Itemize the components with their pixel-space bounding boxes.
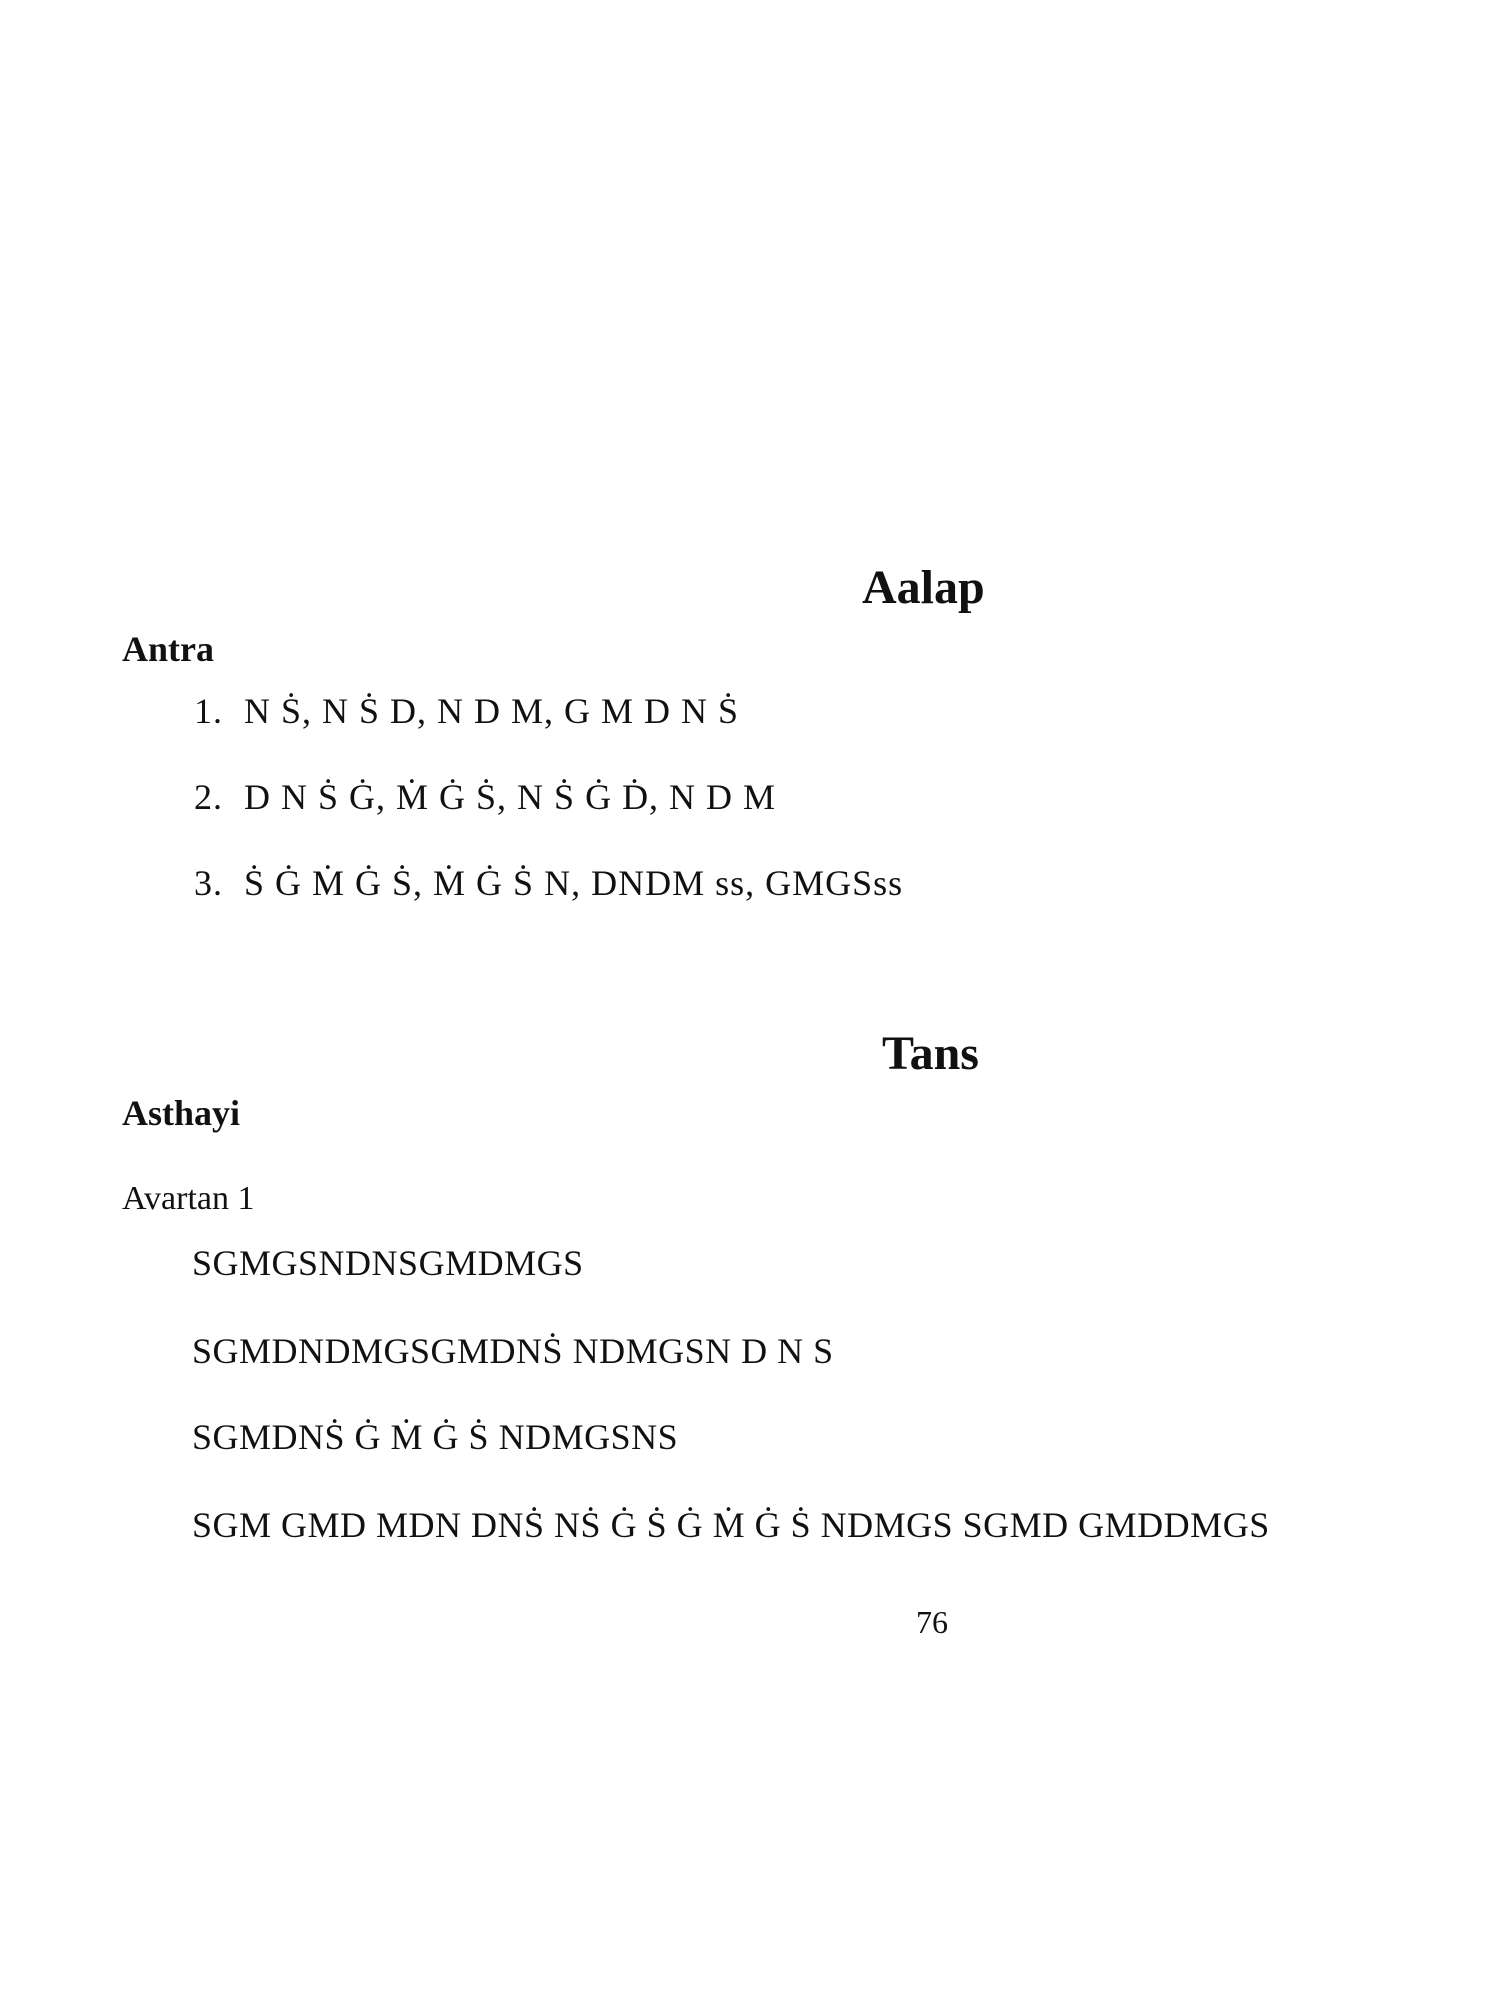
aalap-line-2 [194, 776, 776, 818]
page-number: 76 [916, 1604, 948, 1640]
aalap-line-number: 2. [194, 777, 223, 817]
aalap-title: Aalap [862, 561, 985, 614]
tan-line-4: SGM GMD MDN DNṠ NṠ Ġ Ṡ Ġ Ṁ Ġ Ṡ NDMGS SGMD GMDDMGS [192, 1505, 1270, 1545]
aalap-line-text: D N Ṡ Ġ, Ṁ Ġ Ṡ, N Ṡ Ġ Ḋ, N D M [244, 777, 777, 817]
tan-line-1: SGMGSNDNSGMDMGS [192, 1243, 584, 1283]
aalap-line-1 [194, 690, 739, 732]
aalap-line-number: 3. [194, 863, 223, 903]
tan-line-2: SGMDNDMGSGMDNṠ NDMGSN D N S [192, 1331, 834, 1371]
aalap-line-text: N Ṡ, N Ṡ D, N D M, G M D N Ṡ [244, 691, 740, 731]
tans-title: Tans [882, 1027, 979, 1080]
aalap-line-text: Ṡ Ġ Ṁ Ġ Ṡ, Ṁ Ġ Ṡ N, DNDM ss, GMGSss [244, 863, 904, 903]
aalap-line-number: 1. [194, 691, 223, 731]
asthayi-heading: Asthayi [122, 1093, 241, 1133]
aalap-line-3 [194, 862, 903, 904]
antra-heading: Antra [122, 629, 214, 669]
tan-line-3: SGMDNṠ Ġ Ṁ Ġ Ṡ NDMGSNS [192, 1417, 679, 1457]
avartan-label: Avartan 1 [122, 1180, 255, 1217]
